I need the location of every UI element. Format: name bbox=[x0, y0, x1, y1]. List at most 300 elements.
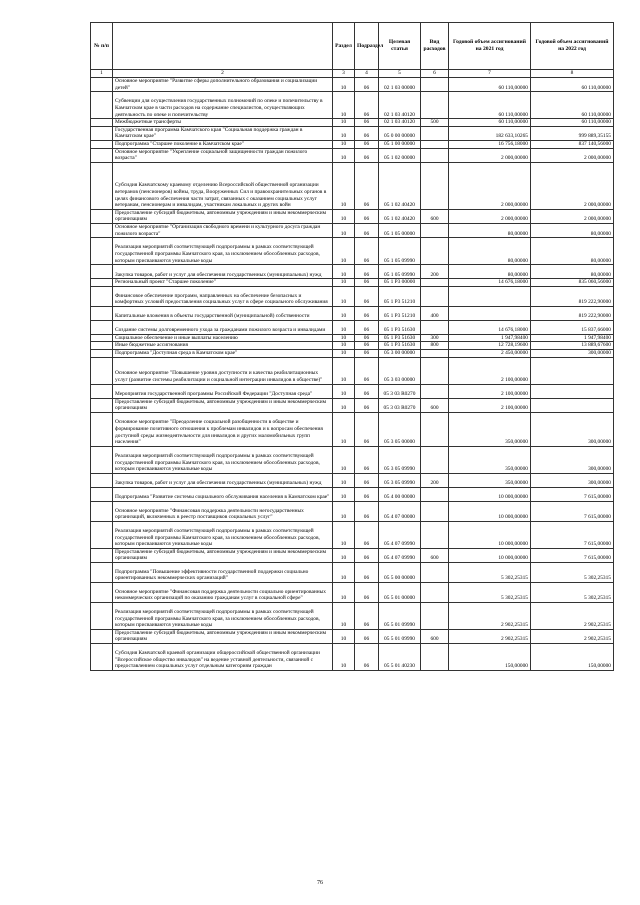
cell-section: 10 bbox=[333, 446, 355, 473]
cell-vol2021: 150,00000 bbox=[449, 644, 531, 671]
colnum: 2 bbox=[113, 70, 333, 78]
cell-vol2022: 300,00000 bbox=[531, 349, 614, 357]
cell-num bbox=[91, 306, 113, 320]
cell-num bbox=[91, 562, 113, 582]
cell-num bbox=[91, 92, 113, 119]
cell-name: Реализация мероприятий соответствующей подпрограммы в рамках соответствующей государственной программы Камчатского края, за исключением обособленных расходов, которым присваиваются уникальные коды bbox=[113, 238, 333, 265]
cell-target: 05 4 07 00000 bbox=[379, 501, 421, 521]
cell-section: 10 bbox=[333, 78, 355, 92]
cell-vol2021: 2 902,25315 bbox=[449, 602, 531, 629]
cell-vol2022: 80,00000 bbox=[531, 223, 614, 237]
cell-expense bbox=[421, 644, 449, 671]
cell-vol2022: 5 302,25315 bbox=[531, 582, 614, 602]
cell-name: Межбюджетные трансферты bbox=[113, 119, 333, 127]
cell-vol2021 bbox=[449, 306, 531, 320]
cell-vol2022: 5 302,25315 bbox=[531, 562, 614, 582]
cell-vol2022: 150,00000 bbox=[531, 644, 614, 671]
cell-subsection: 06 bbox=[355, 320, 379, 334]
cell-subsection: 06 bbox=[355, 487, 379, 501]
cell-section: 10 bbox=[333, 562, 355, 582]
cell-subsection: 06 bbox=[355, 398, 379, 412]
cell-vol2022: 819 222,90000 bbox=[531, 306, 614, 320]
cell-target: 05 5 01 00000 bbox=[379, 582, 421, 602]
cell-section: 10 bbox=[333, 644, 355, 671]
colnum: 4 bbox=[355, 70, 379, 78]
cell-target: 05 5 00 00000 bbox=[379, 562, 421, 582]
table-row bbox=[91, 162, 614, 209]
cell-name: Основное мероприятие "Повышение уровня доступности и качества реабилитационных услуг (развитие системы реабилитации и социальной интеграции инвалидов в обществе)" bbox=[113, 357, 333, 384]
cell-target: 05 4 00 00000 bbox=[379, 487, 421, 501]
cell-target: 05 1 05 09990 bbox=[379, 265, 421, 279]
cell-expense: 600 bbox=[421, 209, 449, 223]
cell-vol2022 bbox=[531, 384, 614, 398]
cell-name: Реализация мероприятий соответствующей подпрограммы в рамках соответствующей государственной программы Камчатского края, за исключением обособленных расходов, которым присваиваются уникальные коды bbox=[113, 521, 333, 548]
cell-section: 10 bbox=[333, 602, 355, 629]
cell-expense bbox=[421, 602, 449, 629]
cell-expense bbox=[421, 126, 449, 140]
cell-section: 10 bbox=[333, 412, 355, 446]
cell-name: Субсидия Камчатской краевой организации общероссийской общественной организации "Всероссийское общество инвалидов" на ведение уставной деятельности, связанной с предоставлением социальных услуг отдельным категориям граждан bbox=[113, 644, 333, 671]
cell-num bbox=[91, 487, 113, 501]
cell-target: 05 3 05 00000 bbox=[379, 412, 421, 446]
table-row bbox=[91, 92, 614, 119]
cell-vol2021: 80,00000 bbox=[449, 265, 531, 279]
cell-subsection: 06 bbox=[355, 279, 379, 287]
cell-expense bbox=[421, 223, 449, 237]
cell-name: Основное мероприятие "Организация свободного времени и культурного досуга граждан пожилого возраста" bbox=[113, 223, 333, 237]
cell-num bbox=[91, 357, 113, 384]
table-row bbox=[91, 279, 614, 287]
cell-num bbox=[91, 209, 113, 223]
budget-table bbox=[90, 22, 614, 671]
table-row bbox=[91, 306, 614, 320]
cell-num bbox=[91, 446, 113, 473]
table-header-row bbox=[91, 23, 614, 70]
cell-target: 05 1 02 40420 bbox=[379, 209, 421, 223]
cell-name: Предоставление субсидий бюджетным, автономным учреждениям и иным некоммерческим организациям bbox=[113, 398, 333, 412]
cell-section: 10 bbox=[333, 342, 355, 350]
cell-name: Закупка товаров, работ и услуг для обеспечения государственных (муниципальных) нужд bbox=[113, 265, 333, 279]
cell-section: 10 bbox=[333, 209, 355, 223]
cell-name: Социальное обеспечение и иные выплаты населению bbox=[113, 334, 333, 342]
cell-num bbox=[91, 398, 113, 412]
cell-subsection: 06 bbox=[355, 349, 379, 357]
cell-vol2021: 2 100,00000 bbox=[449, 398, 531, 412]
table-row bbox=[91, 126, 614, 140]
cell-vol2022: 80,00000 bbox=[531, 265, 614, 279]
cell-vol2021: 10 000,00000 bbox=[449, 521, 531, 548]
cell-section: 10 bbox=[333, 238, 355, 265]
header-section: Раздел bbox=[333, 23, 355, 70]
cell-section: 10 bbox=[333, 223, 355, 237]
cell-num bbox=[91, 162, 113, 209]
cell-expense bbox=[421, 501, 449, 521]
cell-vol2022 bbox=[531, 398, 614, 412]
cell-name: Субсидия Камчатскому краевому отделению Всероссийской общественной организации ветеранов (пенсионеров) войны, труда, Вооруженных Сил и правоохранительных органов в целях финансового обеспечения части затрат, связанных с оказанием социальных услуг ветеранам, пенсионерам и инвалидам, участникам локальных и других войн bbox=[113, 162, 333, 209]
cell-vol2021: 2 000,00000 bbox=[449, 148, 531, 162]
cell-expense bbox=[421, 582, 449, 602]
cell-num bbox=[91, 602, 113, 629]
cell-num bbox=[91, 412, 113, 446]
cell-vol2022: 7 615,00000 bbox=[531, 548, 614, 562]
cell-subsection: 06 bbox=[355, 162, 379, 209]
table-row bbox=[91, 342, 614, 350]
cell-expense bbox=[421, 286, 449, 306]
cell-name: Подпрограмма "Доступная среда в Камчатском крае" bbox=[113, 349, 333, 357]
cell-section: 10 bbox=[333, 162, 355, 209]
cell-vol2022: 2 902,25315 bbox=[531, 629, 614, 643]
table-row bbox=[91, 140, 614, 148]
cell-vol2022: 2 902,25315 bbox=[531, 602, 614, 629]
cell-target: 05 5 01 09990 bbox=[379, 602, 421, 629]
cell-subsection: 06 bbox=[355, 602, 379, 629]
cell-subsection: 06 bbox=[355, 126, 379, 140]
header-vol2021: Годовой объем ассигнований на 2021 год bbox=[449, 23, 531, 70]
cell-target: 02 1 03 40120 bbox=[379, 119, 421, 127]
cell-vol2022: 300,00000 bbox=[531, 446, 614, 473]
cell-section: 10 bbox=[333, 548, 355, 562]
cell-section: 10 bbox=[333, 126, 355, 140]
table-row bbox=[91, 384, 614, 398]
cell-subsection: 06 bbox=[355, 148, 379, 162]
cell-num bbox=[91, 265, 113, 279]
table-row bbox=[91, 629, 614, 643]
cell-num bbox=[91, 126, 113, 140]
cell-section: 10 bbox=[333, 384, 355, 398]
cell-name: Основное мероприятие "Финансовая поддержка деятельности социально ориентированных некоммерческих организаций по оказанию гражданам услуг в социальной сфере" bbox=[113, 582, 333, 602]
table-row bbox=[91, 78, 614, 92]
cell-expense bbox=[421, 412, 449, 446]
cell-num bbox=[91, 521, 113, 548]
table-body bbox=[91, 78, 614, 671]
cell-vol2021 bbox=[449, 286, 531, 306]
cell-num bbox=[91, 119, 113, 127]
cell-target: 05 1 02 00000 bbox=[379, 148, 421, 162]
cell-vol2022: 999 889,35155 bbox=[531, 126, 614, 140]
cell-num bbox=[91, 644, 113, 671]
cell-expense bbox=[421, 162, 449, 209]
cell-vol2021: 80,00000 bbox=[449, 223, 531, 237]
cell-subsection: 06 bbox=[355, 357, 379, 384]
cell-expense bbox=[421, 357, 449, 384]
cell-target: 02 1 03 40120 bbox=[379, 92, 421, 119]
cell-section: 10 bbox=[333, 398, 355, 412]
cell-vol2021: 10 000,00000 bbox=[449, 501, 531, 521]
cell-subsection: 06 bbox=[355, 629, 379, 643]
cell-target: 05 0 00 00000 bbox=[379, 126, 421, 140]
header-expense: Вид расходов bbox=[421, 23, 449, 70]
colnum: 3 bbox=[333, 70, 355, 78]
cell-name: Финансовое обеспечение программ, направленных на обеспечение безопасных и комфортных условий предоставления социальных услуг в сфере социального обслуживания bbox=[113, 286, 333, 306]
cell-name: Реализация мероприятий соответствующей подпрограммы в рамках соответствующей государственной программы Камчатского края, за исключением обособленных расходов, которым присваиваются уникальные коды bbox=[113, 446, 333, 473]
cell-vol2022: 13 889,67600 bbox=[531, 342, 614, 350]
cell-vol2022: 835 060,56000 bbox=[531, 279, 614, 287]
table-row bbox=[91, 357, 614, 384]
cell-vol2022: 60 110,00000 bbox=[531, 119, 614, 127]
cell-num bbox=[91, 238, 113, 265]
cell-expense: 600 bbox=[421, 629, 449, 643]
cell-expense: 500 bbox=[421, 119, 449, 127]
table-row bbox=[91, 223, 614, 237]
cell-vol2022: 15 837,66000 bbox=[531, 320, 614, 334]
cell-num bbox=[91, 78, 113, 92]
cell-num bbox=[91, 148, 113, 162]
cell-subsection: 06 bbox=[355, 238, 379, 265]
cell-target: 05 1 P3 51630 bbox=[379, 342, 421, 350]
table-row bbox=[91, 286, 614, 306]
table-row bbox=[91, 501, 614, 521]
colnum: 6 bbox=[421, 70, 449, 78]
cell-num bbox=[91, 140, 113, 148]
cell-vol2021: 350,00000 bbox=[449, 412, 531, 446]
cell-name: Государственная программа Камчатского края "Социальная поддержка граждан в Камчатском крае" bbox=[113, 126, 333, 140]
cell-name: Региональный проект "Старшее поколение" bbox=[113, 279, 333, 287]
cell-target: 05 1 05 00000 bbox=[379, 223, 421, 237]
table-row bbox=[91, 148, 614, 162]
cell-section: 10 bbox=[333, 501, 355, 521]
cell-expense: 800 bbox=[421, 342, 449, 350]
cell-section: 10 bbox=[333, 473, 355, 487]
colnum: 1 bbox=[91, 70, 113, 78]
header-target: Целевая статья bbox=[379, 23, 421, 70]
cell-expense: 400 bbox=[421, 306, 449, 320]
cell-vol2021: 10 000,00000 bbox=[449, 487, 531, 501]
cell-section: 10 bbox=[333, 629, 355, 643]
cell-name: Иные бюджетные ассигнования bbox=[113, 342, 333, 350]
cell-subsection: 06 bbox=[355, 501, 379, 521]
cell-name: Субвенции для осуществления государственных полномочий по опеке и попечительству в Камчатском крае в части расходов на содержание специалистов, осуществляющих деятельность по опеке и попечительству bbox=[113, 92, 333, 119]
cell-name: Подпрограмма "Развитие системы социального обслуживания населения в Камчатском крае" bbox=[113, 487, 333, 501]
table-row bbox=[91, 265, 614, 279]
cell-expense bbox=[421, 446, 449, 473]
table-row bbox=[91, 487, 614, 501]
cell-name: Подпрограмма "Старшее поколение в Камчатском крае" bbox=[113, 140, 333, 148]
cell-expense bbox=[421, 92, 449, 119]
cell-expense: 200 bbox=[421, 473, 449, 487]
cell-vol2021: 60 110,00000 bbox=[449, 119, 531, 127]
cell-target: 05 5 01 40230 bbox=[379, 644, 421, 671]
cell-vol2021: 12 728,19600 bbox=[449, 342, 531, 350]
cell-expense bbox=[421, 238, 449, 265]
cell-target: 05 1 P3 51630 bbox=[379, 334, 421, 342]
cell-vol2022: 60 110,00000 bbox=[531, 78, 614, 92]
table-row bbox=[91, 320, 614, 334]
cell-subsection: 06 bbox=[355, 265, 379, 279]
header-vol2022: Годовой объем ассигнований на 2022 год bbox=[531, 23, 614, 70]
cell-num bbox=[91, 501, 113, 521]
cell-vol2021: 5 302,25315 bbox=[449, 562, 531, 582]
cell-vol2022: 7 615,00000 bbox=[531, 521, 614, 548]
cell-expense bbox=[421, 384, 449, 398]
cell-section: 10 bbox=[333, 521, 355, 548]
table-row bbox=[91, 582, 614, 602]
cell-vol2021: 350,00000 bbox=[449, 473, 531, 487]
cell-vol2022 bbox=[531, 357, 614, 384]
cell-subsection: 06 bbox=[355, 286, 379, 306]
cell-section: 10 bbox=[333, 357, 355, 384]
cell-subsection: 06 bbox=[355, 473, 379, 487]
cell-target: 05 1 00 00000 bbox=[379, 140, 421, 148]
budget-table-sheet bbox=[90, 22, 613, 671]
cell-vol2021: 2 902,25315 bbox=[449, 629, 531, 643]
cell-vol2021: 80,00000 bbox=[449, 238, 531, 265]
cell-num bbox=[91, 223, 113, 237]
cell-vol2021: 14 676,18000 bbox=[449, 320, 531, 334]
table-row bbox=[91, 602, 614, 629]
cell-section: 10 bbox=[333, 265, 355, 279]
cell-section: 10 bbox=[333, 140, 355, 148]
cell-section: 10 bbox=[333, 320, 355, 334]
cell-vol2021: 2 100,00000 bbox=[449, 384, 531, 398]
header-num: № п/п bbox=[91, 23, 113, 70]
cell-vol2021: 2 100,00000 bbox=[449, 357, 531, 384]
cell-num bbox=[91, 349, 113, 357]
colnum: 8 bbox=[531, 70, 614, 78]
cell-expense bbox=[421, 349, 449, 357]
cell-name: Капитальные вложения в объекты государственной (муниципальной) собственности bbox=[113, 306, 333, 320]
cell-subsection: 06 bbox=[355, 92, 379, 119]
cell-target: 05 3 00 00000 bbox=[379, 349, 421, 357]
colnum: 7 bbox=[449, 70, 531, 78]
cell-vol2021: 350,00000 bbox=[449, 446, 531, 473]
cell-target: 05 3 03 R0270 bbox=[379, 384, 421, 398]
cell-vol2022: 60 110,00000 bbox=[531, 92, 614, 119]
cell-vol2022: 2 000,00000 bbox=[531, 148, 614, 162]
table-row bbox=[91, 398, 614, 412]
cell-section: 10 bbox=[333, 487, 355, 501]
cell-target: 05 4 07 09990 bbox=[379, 548, 421, 562]
page-number: 76 bbox=[317, 880, 323, 886]
cell-num bbox=[91, 342, 113, 350]
cell-vol2022: 2 000,00000 bbox=[531, 162, 614, 209]
table-row bbox=[91, 238, 614, 265]
cell-num bbox=[91, 279, 113, 287]
cell-name: Создание системы долговременного ухода за гражданами пожилого возраста и инвалидами bbox=[113, 320, 333, 334]
cell-vol2021: 5 302,25315 bbox=[449, 582, 531, 602]
cell-vol2021: 60 110,00000 bbox=[449, 78, 531, 92]
table-row bbox=[91, 334, 614, 342]
cell-subsection: 06 bbox=[355, 384, 379, 398]
table-row bbox=[91, 209, 614, 223]
table-row bbox=[91, 119, 614, 127]
cell-expense bbox=[421, 140, 449, 148]
cell-name: Закупка товаров, работ и услуг для обеспечения государственных (муниципальных) нужд bbox=[113, 473, 333, 487]
cell-vol2022: 80,00000 bbox=[531, 238, 614, 265]
cell-subsection: 06 bbox=[355, 119, 379, 127]
cell-section: 10 bbox=[333, 349, 355, 357]
cell-vol2022: 1 947,98400 bbox=[531, 334, 614, 342]
cell-num bbox=[91, 286, 113, 306]
header-name bbox=[113, 23, 333, 70]
cell-name: Основное мероприятие "Укрепление социальной защищенности граждан пожилого возраста" bbox=[113, 148, 333, 162]
cell-subsection: 06 bbox=[355, 412, 379, 446]
cell-expense bbox=[421, 521, 449, 548]
cell-target: 05 3 03 00000 bbox=[379, 357, 421, 384]
cell-vol2021: 2 000,00000 bbox=[449, 162, 531, 209]
cell-expense: 600 bbox=[421, 398, 449, 412]
cell-name: Предоставление субсидий бюджетным, автономным учреждениям и иным некоммерческим организациям bbox=[113, 209, 333, 223]
table-row bbox=[91, 349, 614, 357]
cell-vol2022: 7 615,00000 bbox=[531, 487, 614, 501]
cell-target: 05 3 05 09990 bbox=[379, 446, 421, 473]
cell-expense bbox=[421, 78, 449, 92]
cell-expense: 200 bbox=[421, 265, 449, 279]
cell-section: 10 bbox=[333, 148, 355, 162]
cell-target: 05 5 01 09990 bbox=[379, 629, 421, 643]
column-number-row bbox=[91, 70, 614, 78]
cell-target: 05 1 P3 51630 bbox=[379, 320, 421, 334]
cell-num bbox=[91, 548, 113, 562]
cell-expense bbox=[421, 279, 449, 287]
cell-section: 10 bbox=[333, 119, 355, 127]
cell-vol2021: 1 947,98400 bbox=[449, 334, 531, 342]
cell-subsection: 06 bbox=[355, 334, 379, 342]
cell-section: 10 bbox=[333, 582, 355, 602]
cell-subsection: 06 bbox=[355, 78, 379, 92]
cell-expense: 600 bbox=[421, 548, 449, 562]
cell-target: 05 1 02 40420 bbox=[379, 162, 421, 209]
cell-num bbox=[91, 384, 113, 398]
table-row bbox=[91, 548, 614, 562]
cell-vol2022: 300,00000 bbox=[531, 412, 614, 446]
cell-target: 05 1 05 09990 bbox=[379, 238, 421, 265]
cell-num bbox=[91, 582, 113, 602]
cell-expense bbox=[421, 562, 449, 582]
cell-vol2022: 2 000,00000 bbox=[531, 209, 614, 223]
cell-expense bbox=[421, 148, 449, 162]
cell-subsection: 06 bbox=[355, 644, 379, 671]
cell-target: 05 1 P3 51210 bbox=[379, 286, 421, 306]
table-row bbox=[91, 644, 614, 671]
table-row bbox=[91, 412, 614, 446]
table-row bbox=[91, 521, 614, 548]
cell-name: Основное мероприятие "Преодоление социальной разобщенности в обществе и формирование позитивного отношения к проблемам инвалидов и к вопросам обеспечения доступной среды жизнедеятельности для инвалидов и других маломобильных групп населения" bbox=[113, 412, 333, 446]
cell-vol2021: 14 676,18000 bbox=[449, 279, 531, 287]
cell-subsection: 06 bbox=[355, 342, 379, 350]
cell-vol2022: 837 140,56000 bbox=[531, 140, 614, 148]
cell-subsection: 06 bbox=[355, 223, 379, 237]
table-row bbox=[91, 562, 614, 582]
cell-vol2021: 2 000,00000 bbox=[449, 209, 531, 223]
cell-section: 10 bbox=[333, 279, 355, 287]
header-subsection: Подраздел bbox=[355, 23, 379, 70]
cell-num bbox=[91, 629, 113, 643]
cell-num bbox=[91, 334, 113, 342]
cell-expense bbox=[421, 487, 449, 501]
cell-subsection: 06 bbox=[355, 306, 379, 320]
cell-expense: 300 bbox=[421, 334, 449, 342]
cell-expense bbox=[421, 320, 449, 334]
cell-subsection: 06 bbox=[355, 521, 379, 548]
cell-num bbox=[91, 473, 113, 487]
cell-subsection: 06 bbox=[355, 446, 379, 473]
table-row bbox=[91, 473, 614, 487]
cell-subsection: 06 bbox=[355, 582, 379, 602]
cell-target: 05 3 05 09990 bbox=[379, 473, 421, 487]
cell-name: Основное мероприятие "Развитие сферы дополнительного образования и социализации детей" bbox=[113, 78, 333, 92]
table-row bbox=[91, 446, 614, 473]
cell-name: Предоставление субсидий бюджетным, автономным учреждениям и иным некоммерческим организациям bbox=[113, 548, 333, 562]
cell-subsection: 06 bbox=[355, 209, 379, 223]
cell-subsection: 06 bbox=[355, 548, 379, 562]
cell-num bbox=[91, 320, 113, 334]
cell-vol2021: 10 000,00000 bbox=[449, 548, 531, 562]
cell-name: Реализация мероприятий соответствующей подпрограммы в рамках соответствующей государственной программы Камчатского края, за исключением обособленных расходов, которым присваиваются уникальные коды bbox=[113, 602, 333, 629]
cell-subsection: 06 bbox=[355, 140, 379, 148]
cell-subsection: 06 bbox=[355, 562, 379, 582]
cell-vol2022: 819 222,90000 bbox=[531, 286, 614, 306]
cell-name: Подпрограмма "Повышение эффективности государственной поддержки социально ориентированных некоммерческих организаций" bbox=[113, 562, 333, 582]
